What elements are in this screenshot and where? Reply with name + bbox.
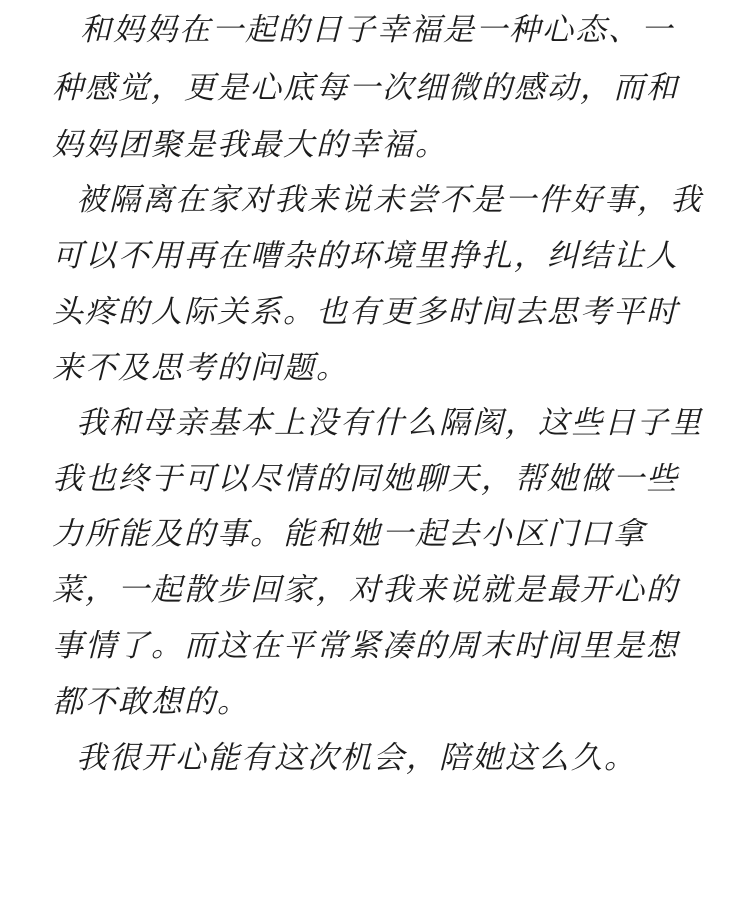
text-line: 被隔离在家对我来说未尝不是一件好事，我 [76,182,703,218]
text-line: 力所能及的事。能和她一起去小区门口拿 [52,516,646,552]
text-line: 我和母亲基本上没有什么隔阂，这些日子里 [76,405,703,441]
text-line: 妈妈团聚是我最大的幸福。 [52,127,448,163]
text-line: 来不及思考的问题。 [52,350,349,386]
text-line: 我也终于可以尽情的同她聊天，帮她做一些 [52,461,679,497]
text-line: 头疼的人际关系。也有更多时间去思考平时 [52,294,679,330]
text-line: 事情了。而这在平常紧凑的周末时间里是想 [52,628,679,664]
text-line: 种感觉，更是心底每一次细微的感动，而和 [52,70,679,106]
text-line: 我很开心能有这次机会，陪她这么久。 [76,740,637,776]
text-line: 菜，一起散步回家，对我来说就是最开心的 [52,572,679,608]
text-line: 可以不用再在嘈杂的环境里挣扎，纠结让人 [52,238,679,274]
text-line: 和妈妈在一起的日子幸福是一种心态、一 [80,12,674,48]
text-line: 都不敢想的。 [52,684,250,720]
